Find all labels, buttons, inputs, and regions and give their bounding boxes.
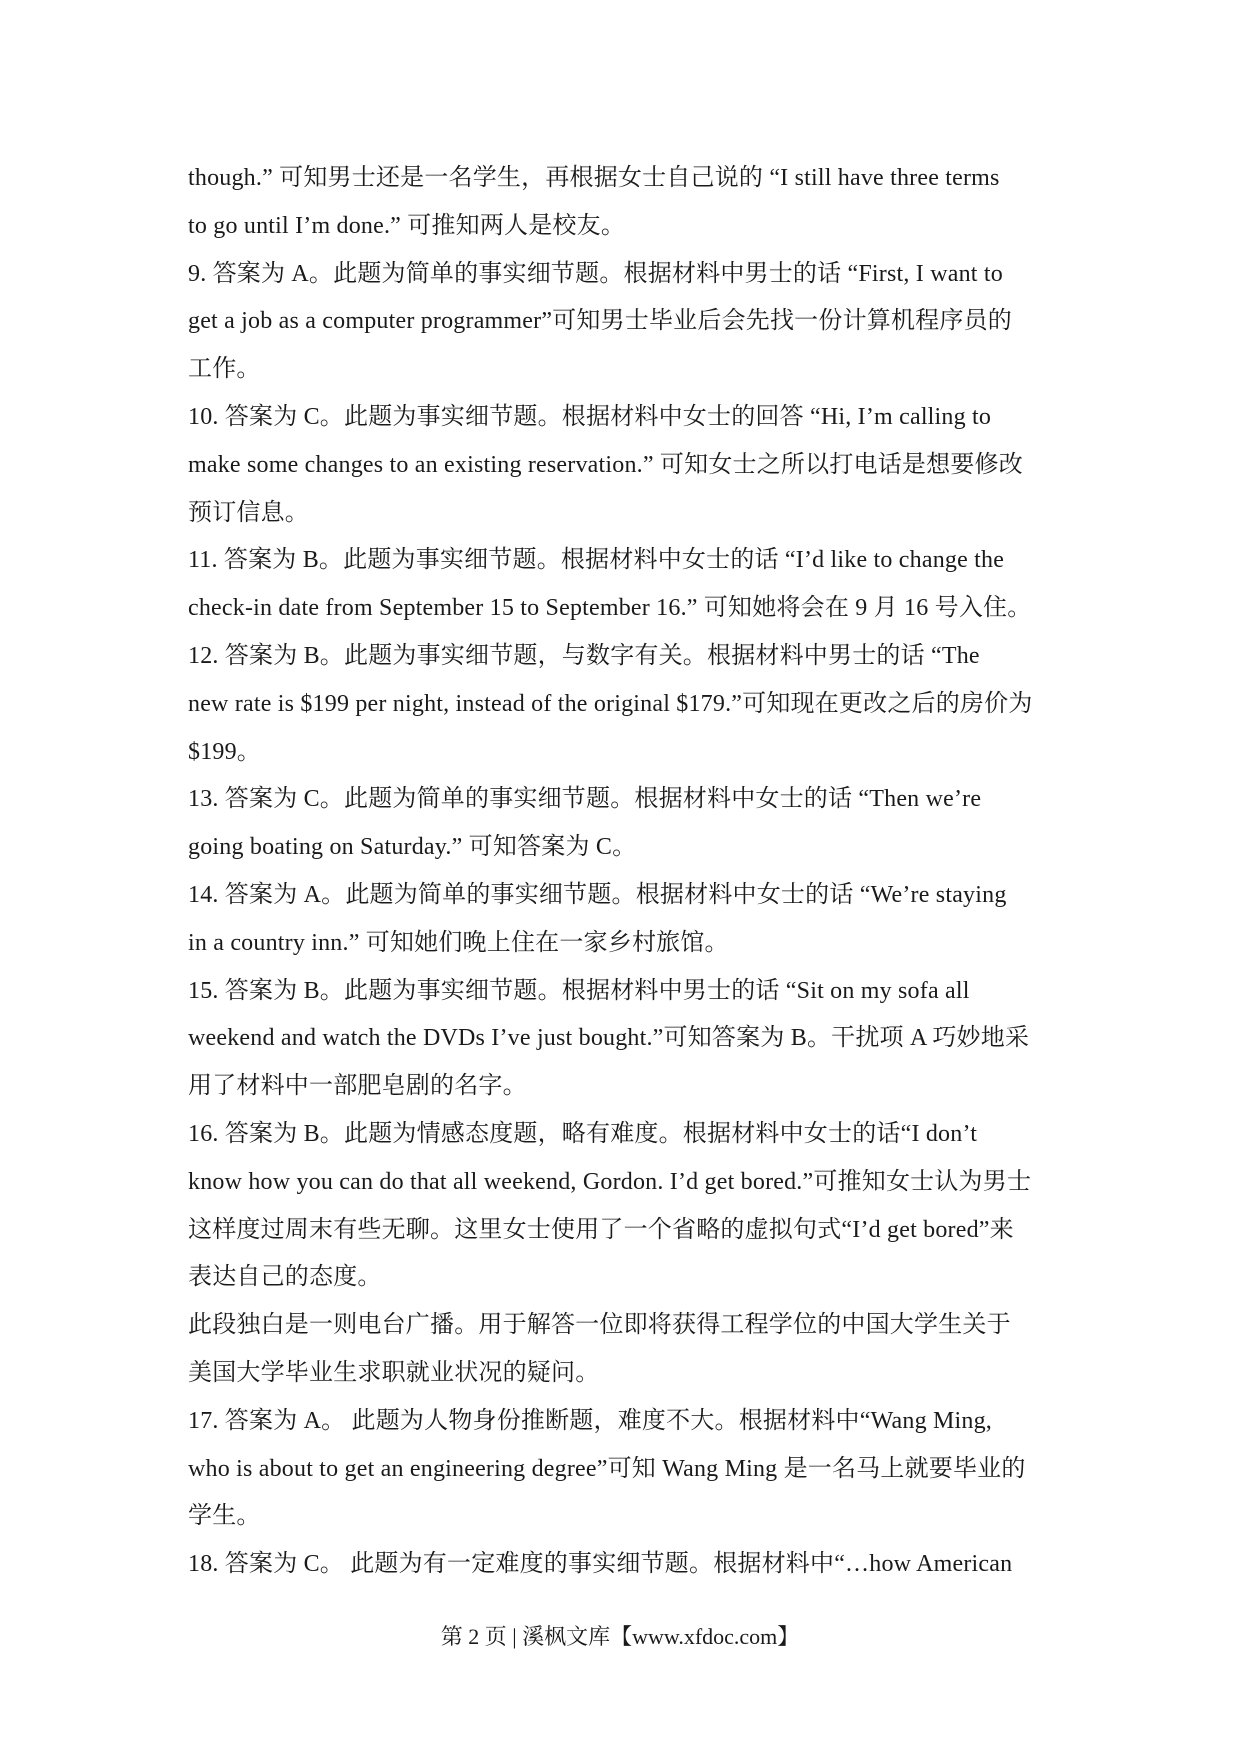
text-line: though.” 可知男士还是一名学生，再根据女士自己说的 “I still have three terms (188, 165, 1000, 191)
text-line: 15. 答案为 B。此题为事实细节题。根据材料中男士的话 “Sit on my sofa all (188, 977, 970, 1004)
text-line: going boating on Saturday.” 可知答案为 C。 (188, 834, 637, 861)
text-line: 预订信息。 (188, 499, 309, 526)
text-line: $199。 (188, 738, 261, 765)
text-line: in a country inn.” 可知她们晚上住在一家乡村旅馆。 (188, 929, 729, 956)
text-line: 18. 答案为 C。 此题为有一定难度的事实细节题。根据材料中“…how American (188, 1551, 1013, 1578)
text-line: 12. 答案为 B。此题为事实细节题，与数字有关。根据材料中男士的话 “The (188, 642, 980, 669)
text-line: 13. 答案为 C。此题为简单的事实细节题。根据材料中女士的话 “Then we’re (188, 786, 982, 813)
text-line: 用了材料中一部肥皂剧的名字。 (188, 1073, 527, 1100)
answer-explanations (188, 155, 1060, 1589)
text-line: new rate is $199 per night, instead of the original $179.”可知现在更改之后的房价为 (188, 690, 1033, 717)
text-line: who is about to get an engineering degree”可知 Wang Ming 是一名马上就要毕业的 (188, 1455, 1026, 1482)
text-line: weekend and watch the DVDs I’ve just bought.”可知答案为 B。干扰项 A 巧妙地采 (188, 1025, 1030, 1052)
text-line: 10. 答案为 C。此题为事实细节题。根据材料中女士的回答 “Hi, I’m calling to (188, 403, 992, 430)
page-footer: 第 2 页 | 溪枫文库【www.xfdoc.com】 (440, 1624, 800, 1649)
text-line: know how you can do that all weekend, Gordon. I’d get bored.”可推知女士认为男士 (188, 1168, 1032, 1195)
text-line: 表达自己的态度。 (188, 1264, 382, 1291)
text-line: check-in date from September 15 to September 16.” 可知她将会在 9 月 16 号入住。 (188, 595, 1032, 622)
text-line: 17. 答案为 A。 此题为人物身份推断题，难度不大。根据材料中“Wang Ming, (188, 1407, 992, 1434)
text-line: 14. 答案为 A。此题为简单的事实细节题。根据材料中女士的话 “We’re staying (188, 881, 1007, 908)
text-line: 9. 答案为 A。此题为简单的事实细节题。根据材料中男士的话 “First, I want to (188, 260, 1003, 287)
text-line: 学生。 (188, 1503, 261, 1530)
text-line: 这样度过周末有些无聊。这里女士使用了一个省略的虚拟句式“I’d get bored”来 (188, 1216, 1014, 1243)
text-line: 11. 答案为 B。此题为事实细节题。根据材料中女士的话 “I’d like to change the (188, 547, 1005, 574)
text-line: 工作。 (188, 356, 261, 383)
text-line: 16. 答案为 B。此题为情感态度题，略有难度。根据材料中女士的话“I don’t (188, 1120, 978, 1147)
text-line: 此段独白是一则电台广播。用于解答一位即将获得工程学位的中国大学生关于 (188, 1312, 1011, 1339)
text-line: 美国大学毕业生求职就业状况的疑问。 (188, 1359, 600, 1386)
text-line: get a job as a computer programmer”可知男士毕业后会先找一份计算机程序员的 (188, 308, 1012, 335)
text-line: to go until I’m done.” 可推知两人是校友。 (188, 212, 626, 239)
text-line: make some changes to an existing reservation.” 可知女士之所以打电话是想要修改 (188, 451, 1023, 478)
